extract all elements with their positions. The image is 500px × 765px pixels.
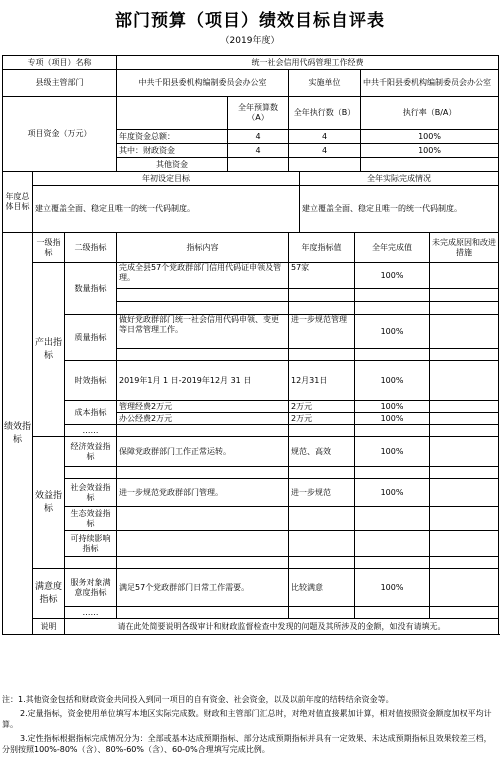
- funds-label: 项目资金（万元）: [3, 97, 117, 172]
- annual-col-initial: 年初设定目标: [33, 172, 300, 186]
- funds-rate: [361, 158, 499, 172]
- indicator-target: 12月31日: [289, 361, 355, 401]
- evaluation-table: [2, 55, 499, 635]
- cost-indicator: 成本指标: [65, 401, 117, 425]
- funds-budget: [228, 158, 289, 172]
- indicator-content: 2019年1月 1 日-2019年12月 31 日: [117, 361, 289, 401]
- indicator-complete: 100%: [355, 413, 430, 425]
- eco-indicator: 生态效益指标: [65, 507, 117, 531]
- funds-row-label: 其中：财政资金: [117, 144, 228, 158]
- quantity-indicator: 数量指标: [65, 263, 117, 315]
- dept-label: 县级主管部门: [3, 70, 117, 97]
- indicator-reason: [430, 479, 499, 507]
- dept-value: 中共千阳县委机构编制委员会办公室: [117, 70, 289, 97]
- satisfaction-indicator-label: 满意度指标: [33, 569, 65, 619]
- quality-indicator: 质量指标: [65, 315, 117, 361]
- social-indicator: 社会效益指标: [65, 479, 117, 507]
- funds-exec: 4: [289, 130, 361, 144]
- ellipsis-row: ……: [65, 607, 117, 619]
- funds-col-exec: 全年执行数（B）: [289, 97, 361, 130]
- indicator-reason: [430, 315, 499, 349]
- indicator-complete: 100%: [355, 569, 430, 607]
- indicator-target: 57家: [289, 263, 355, 289]
- indicator-complete: 100%: [355, 263, 430, 289]
- indicator-complete: 100%: [355, 401, 430, 413]
- perf-h-content: 指标内容: [117, 233, 289, 263]
- funds-col-budget: 全年预算数（A）: [228, 97, 289, 130]
- page-title: 部门预算（项目）绩效目标自评表: [115, 11, 385, 31]
- indicator-target: 比较满意: [289, 569, 355, 607]
- indicator-complete: 100%: [355, 437, 430, 467]
- indicator-content: 管理经费2万元: [117, 401, 289, 413]
- annual-goal-label: 年度总体目标: [3, 172, 33, 233]
- funds-budget: 4: [228, 144, 289, 158]
- indicator-content: 完成全县57个党政群部门信用代码证申领及管理。: [117, 263, 289, 289]
- indicator-reason: [430, 413, 499, 425]
- indicator-target: 2万元: [289, 401, 355, 413]
- indicator-reason: [430, 361, 499, 401]
- project-name-label: 专项（项目）名称: [3, 56, 117, 70]
- funds-row-label: 其他资金: [117, 158, 228, 172]
- indicator-target: 规范、高效: [289, 437, 355, 467]
- indicator-complete: 100%: [355, 479, 430, 507]
- remark-label: 说明: [33, 619, 65, 635]
- ellipsis-row: ……: [65, 425, 117, 437]
- impl-label: 实施单位: [289, 70, 361, 97]
- project-name-value: 统一社会信用代码管理工作经费: [117, 56, 499, 70]
- indicator-content: 进一步规范党政群部门管理。: [117, 479, 289, 507]
- perf-h-level2: 二级指标: [65, 233, 117, 263]
- remark-text: 请在此处简要说明各级审计和财政监督检查中发现的问题及其所涉及的金额，如没有请填无。: [65, 619, 499, 635]
- note-3: 3.定性指标根据指标完成情况分为：全部或基本达成预期指标、部分达成预期指标并具有一定效果、未达成预期指标且效果较差三档，分别按照100%-80%（含）、80%-60%（含）、60-0%合理填写完成比例。: [2, 733, 492, 755]
- impl-value: 中共千阳县委机构编制委员会办公室: [361, 70, 499, 97]
- perf-h-target: 年度指标值: [289, 233, 355, 263]
- indicator-reason: [430, 401, 499, 413]
- indicator-reason: [430, 263, 499, 289]
- annual-col-actual: 全年实际完成情况: [300, 172, 499, 186]
- annual-initial-goal: 建立覆盖全面、稳定且唯一的统一代码制度。: [33, 186, 300, 233]
- indicator-content: 满足57个党政群部门日常工作需要。: [117, 569, 289, 607]
- indicator-reason: [430, 569, 499, 607]
- perf-h-complete: 全年完成值: [355, 233, 430, 263]
- note-2: 2.定量指标，资金使用单位填写本地区实际完成数。财政和主管部门汇总时，对绝对值直接累加计算，相对值按照资金额度加权平均计算。: [2, 708, 492, 730]
- funds-rate: 100%: [361, 144, 499, 158]
- timeliness-indicator: 时效指标: [65, 361, 117, 401]
- funds-rate: 100%: [361, 130, 499, 144]
- indicator-content: 办公经费2万元: [117, 413, 289, 425]
- notes: [2, 694, 496, 758]
- service-satisfaction-indicator: 服务对象满意度指标: [65, 569, 117, 607]
- indicator-target: 2万元: [289, 413, 355, 425]
- output-indicator-label: 产出指标: [33, 263, 65, 437]
- perf-h-reason: 未完成原因和改进措施: [430, 233, 499, 263]
- indicator-complete: 100%: [355, 361, 430, 401]
- funds-row-label: 年度资金总额：: [117, 130, 228, 144]
- perf-label: 绩效指标: [3, 233, 33, 635]
- note-1: 注：1.其他资金包括和财政资金共同投入到同一项目的自有资金、社会资金，以及以前年度的结转结余资金等。: [2, 695, 394, 704]
- perf-h-level1: 一级指标: [33, 233, 65, 263]
- funds-exec: [289, 158, 361, 172]
- effect-indicator-label: 效益指标: [33, 437, 65, 569]
- page-year: （2019年度）: [220, 36, 280, 46]
- indicator-complete: 100%: [355, 315, 430, 349]
- indicator-content: 做好党政群部门统一社会信用代码申领、变更等日常管理工作。: [117, 315, 289, 349]
- sustain-indicator: 可持续影响指标: [65, 531, 117, 557]
- annual-actual-result: 建立覆盖全面、稳定且唯一的统一代码制度。: [300, 186, 499, 233]
- funds-exec: 4: [289, 144, 361, 158]
- funds-col-rate: 执行率（B/A）: [361, 97, 499, 130]
- indicator-target: 进一步规范: [289, 479, 355, 507]
- indicator-target: 进一步规范管理: [289, 315, 355, 349]
- indicator-reason: [430, 437, 499, 467]
- funds-budget: 4: [228, 130, 289, 144]
- indicator-content: 保障党政群部门工作正常运转。: [117, 437, 289, 467]
- econ-indicator: 经济效益指标: [65, 437, 117, 467]
- funds-header-blank: [117, 97, 228, 130]
